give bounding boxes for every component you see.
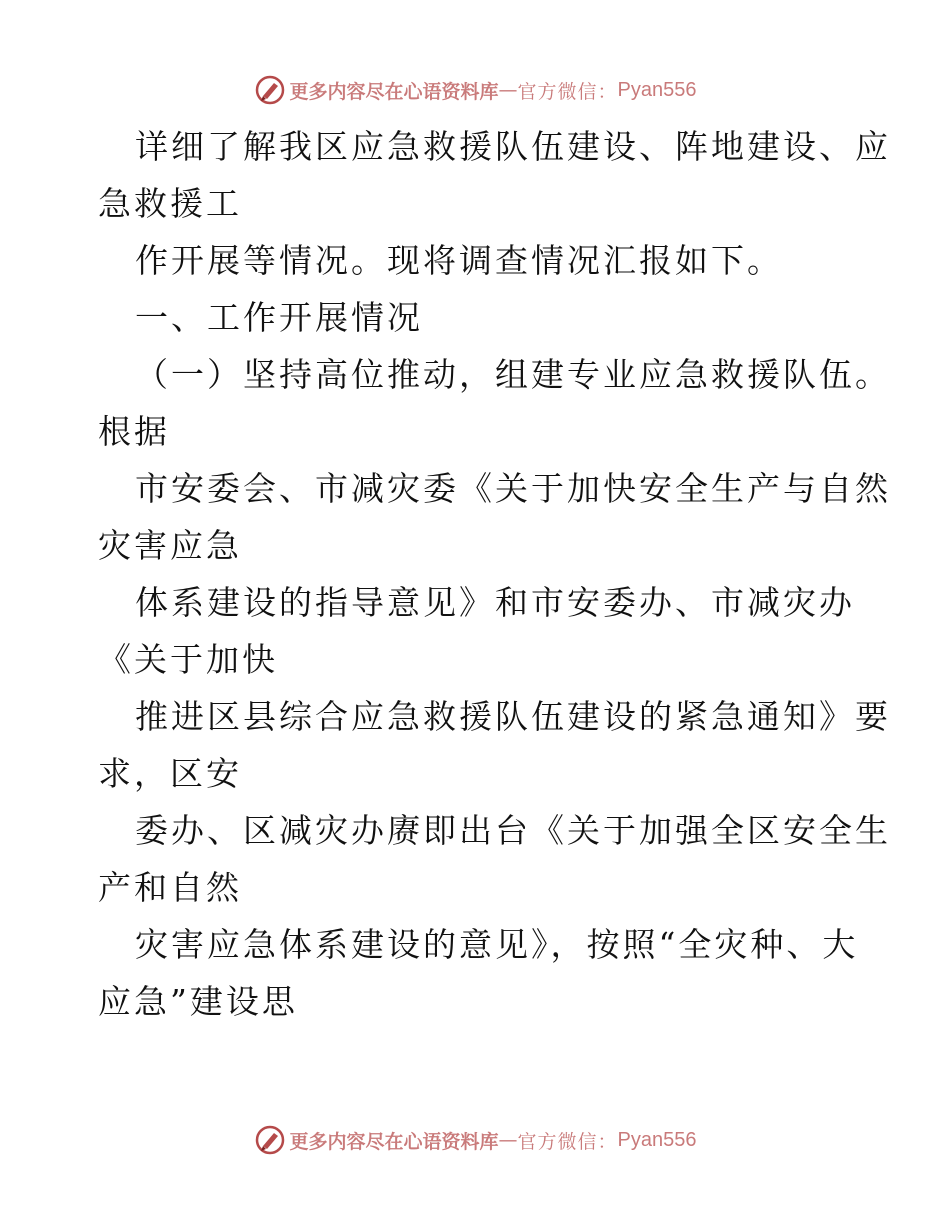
footer-watermark: [0, 1120, 950, 1160]
promo-text: 更多内容尽在心语资料库: [289, 80, 499, 103]
text-line: 市安委会、市减灾委《关于加快安全生产与自然: [135, 469, 891, 508]
subsection-heading: （一）坚持高位推动，组建专业应急救援队伍。: [135, 355, 891, 394]
document-body: [98, 118, 891, 1030]
pen-logo-icon: [254, 1124, 286, 1156]
text-line: 根据: [98, 412, 170, 451]
text-line: 《关于加快: [98, 640, 278, 679]
text-line: 应急”建设思: [98, 982, 298, 1021]
text-line: 推进区县综合应急救援队伍建设的紧急通知》要: [135, 697, 891, 736]
promo-separator: —: [498, 79, 518, 101]
text-line: 详细了解我区应急救援队伍建设、阵地建设、应: [135, 127, 891, 166]
promo-text: 更多内容尽在心语资料库: [289, 1130, 499, 1153]
text-line: 灾害应急体系建设的意见》，按照“全灾种、大: [135, 925, 859, 964]
text-line: 求，区安: [98, 754, 242, 793]
text-line: 灾害应急: [98, 526, 242, 565]
promo-separator: —: [498, 1129, 518, 1151]
text-line: 急救援工: [98, 184, 242, 223]
wechat-label: 官方微信：: [517, 1130, 618, 1153]
header-watermark: [0, 70, 950, 110]
text-line: 体系建设的指导意见》和市安委办、市减灾办: [135, 583, 855, 622]
wechat-label: 官方微信：: [517, 80, 618, 103]
section-heading: 一、工作开展情况: [135, 298, 423, 337]
wechat-id: Pyan556: [617, 1128, 697, 1151]
text-line: 委办、区减灾办赓即出台《关于加强全区安全生: [135, 811, 891, 850]
text-line: 产和自然: [98, 868, 242, 907]
text-line: 作开展等情况。现将调查情况汇报如下。: [135, 241, 783, 280]
wechat-id: Pyan556: [617, 78, 697, 101]
pen-logo-icon: [254, 74, 286, 106]
